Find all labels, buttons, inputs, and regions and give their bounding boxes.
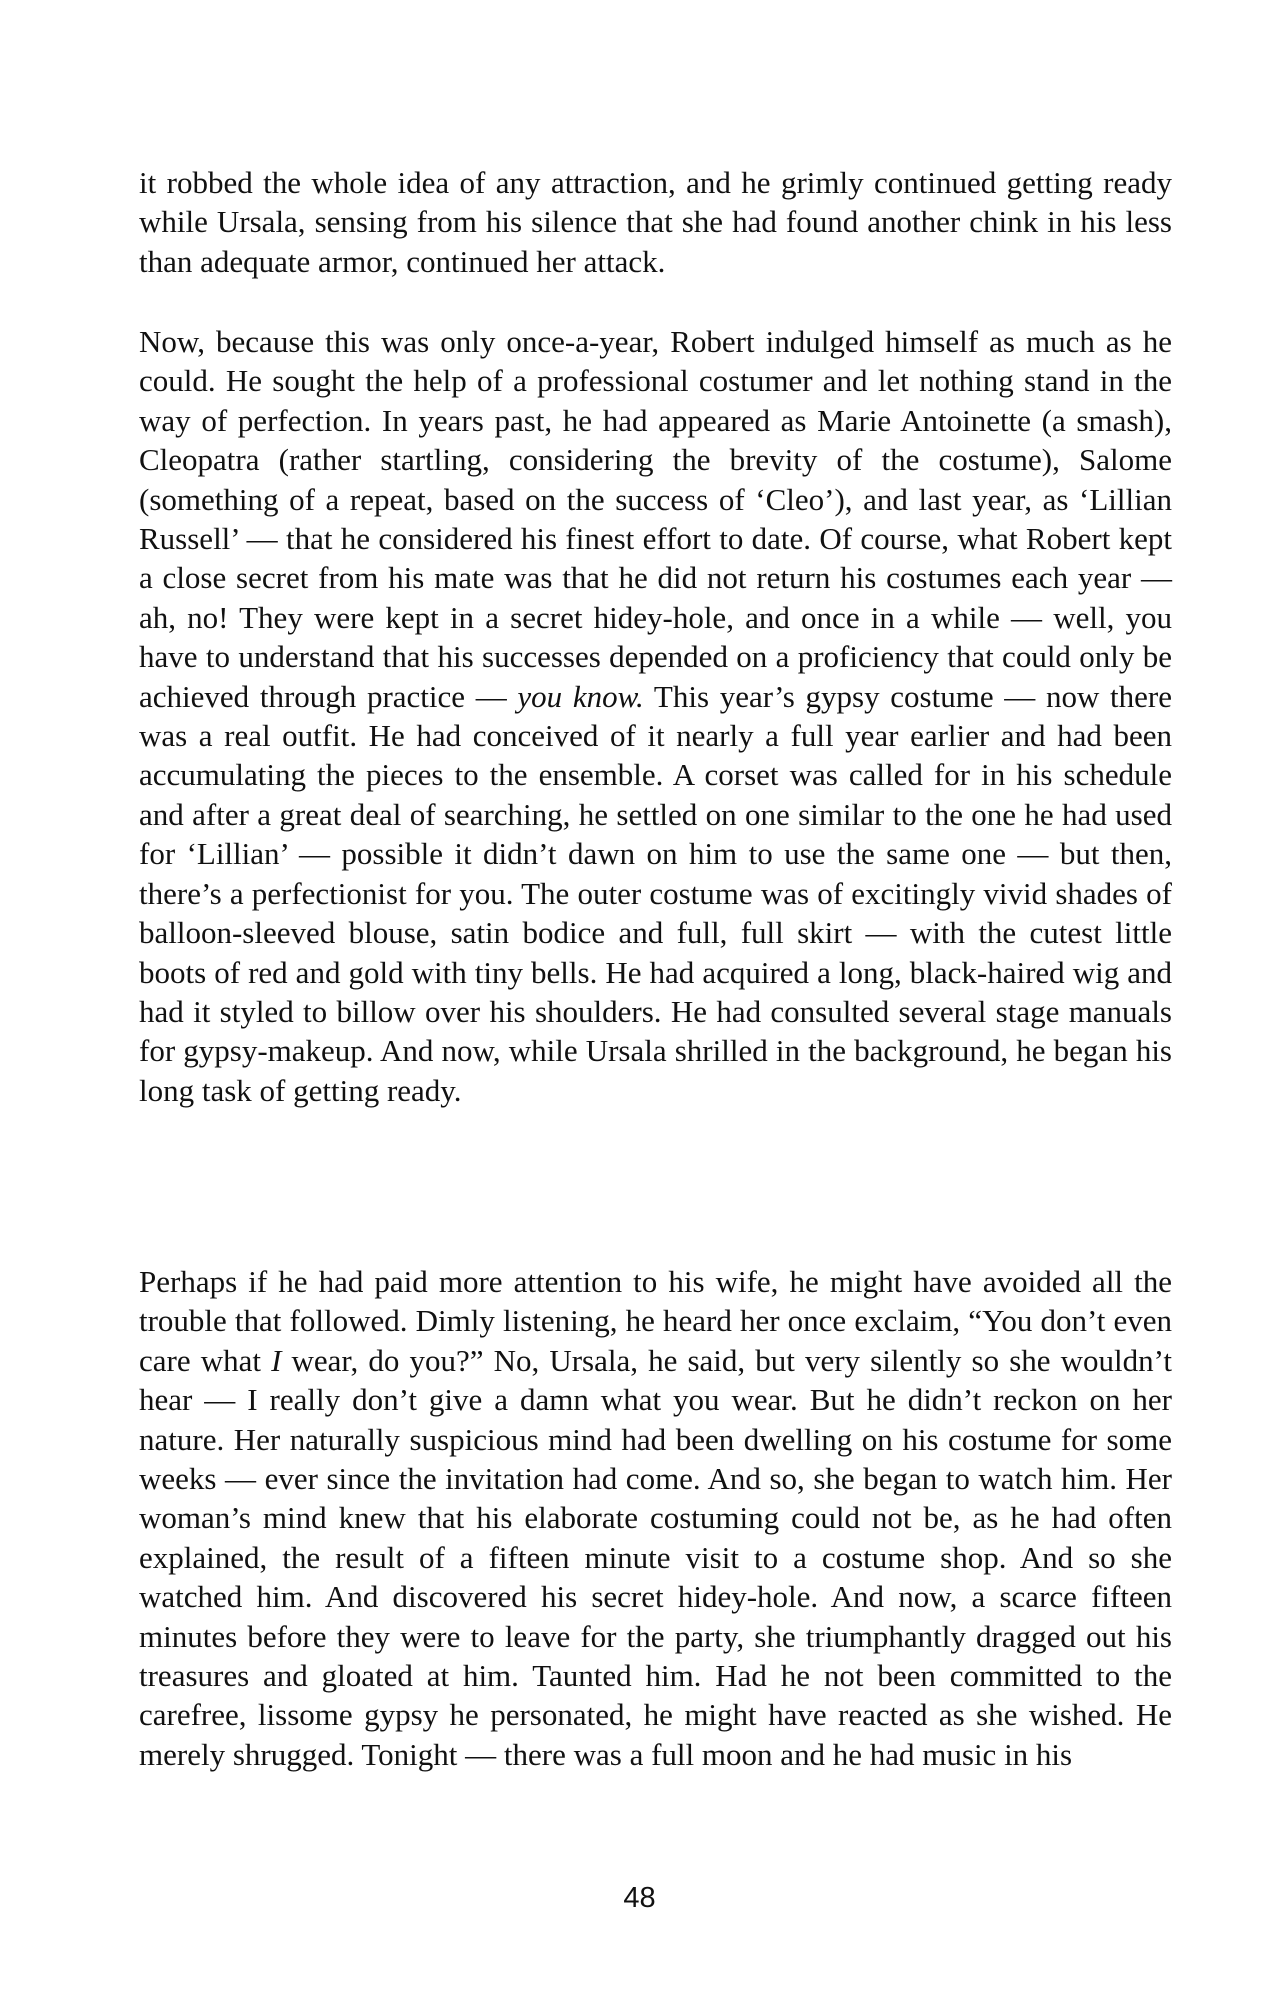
paragraph-2-italic-phrase: you know. bbox=[517, 678, 644, 714]
paragraph-1 bbox=[139, 163, 1172, 281]
paragraph-2 bbox=[139, 322, 1172, 1110]
paragraph-3-text-start: Perhaps if he had paid more attention to his wife, he might have avoided all the trouble that followed. Dimly listening, he heard her once exclaim, “You don’t even care what bbox=[139, 1264, 1172, 1378]
paragraph-1-text: it robbed the whole idea of any attraction, and he grimly continued getting ready while Ursala, sensing from his silence that she had found another chink in his less than adequate armor, continued her attack. bbox=[139, 165, 1172, 279]
paragraph-2-text-start: Now, because this was only once-a-year, Robert indulged himself as much as he could. He sought the help of a professional costumer and let nothing stand in the way of perfection. In years past, he had appeared as Marie Antoinette (a smash), Cleopatra (rather startling, considering the brevity of the costume), Salome (something of a repeat, based on the success of ‘Cleo’), and last year, as ‘Lillian Russell’ — that he considered his finest effort to date. Of course, what Robert kept a close secret from his mate was that he did not return his costumes each year — ah, no! They were kept in a secret hidey-hole, and once in a while — well, you have to understand that his successes depended on a proficiency that could only be achieved through practice — bbox=[139, 324, 1172, 714]
page-number: 48 bbox=[623, 1882, 656, 1914]
paragraph-3-text-end: wear, do you?” No, Ursala, he said, but very silently so she wouldn’t hear — I really don’t give a damn what you wear. But he didn’t reckon on her nature. Her naturally suspicious mind had been dwelling on his costume for some weeks — ever since the invitation had come. And so, she began to watch him. Her woman’s mind knew that his elaborate costuming could not be, as he had often explained, the result of a fifteen minute visit to a costume shop. And so she watched him. And discovered his secret hidey-hole. And now, a scarce fifteen minutes before they were to leave for the party, she triumphantly dragged out his treasures and gloated at him. Taunted him. Had he not been committed to the carefree, lissome gypsy he personated, he might have reacted as she wished. He merely shrugged. Tonight — there was a full moon and he had music in his bbox=[139, 1342, 1172, 1772]
paragraph-2-text-end: This year’s gypsy costume — now there was a real outfit. He had conceived of it nearly a full year earlier and had been accumulating the pieces to the ensemble. A corset was called for in his schedule and after a great deal of searching, he settled on one similar to the one he had used for ‘Lillian’ — possible it didn’t dawn on him to use the same one — but then, there’s a perfectionist for you. The outer costume was of excitingly vivid shades of balloon-sleeved blouse, satin bodice and full, full skirt — with the cutest little boots of red and gold with tiny bells. He had acquired a long, black-haired wig and had it styled to billow over his shoulders. He had consulted several stage manuals for gypsy-makeup. And now, while Ursala shrilled in the background, he began his long task of getting ready. bbox=[139, 678, 1172, 1108]
paragraph-3-italic-word: I bbox=[271, 1342, 282, 1378]
paragraph-3 bbox=[139, 1262, 1172, 1774]
